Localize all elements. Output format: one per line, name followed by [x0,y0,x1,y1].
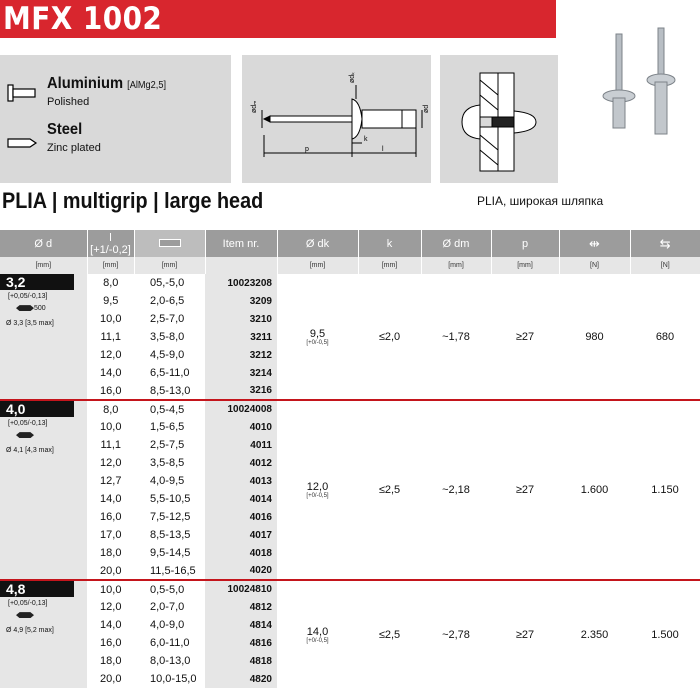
length-value: 20,0 [100,564,122,577]
grip-range-value: 10,0-15,0 [150,673,197,685]
units-row: [mm] [mm] [mm] [mm] [mm] [mm] [mm] [N] [N] [0,257,700,274]
grip-range-value: 2,5-7,5 [150,439,185,451]
head-height: ≤2,5 [358,580,421,688]
grip-range-value: 7,5-12,5 [150,511,191,523]
table-row [0,400,700,418]
grip-range-value: 8,0-13,0 [150,655,191,667]
rivet-product-photo [596,22,700,140]
length-value: 10,0 [87,580,134,598]
material-name-steel: Steel [47,121,83,138]
diameter-value: 4,8 [0,581,74,597]
grip-range-value: 0,5-4,5 [134,400,205,418]
item-number: 4818 [205,652,277,670]
col-dk: Ø dk [277,230,358,257]
head-diameter-value: 14,0 [306,625,329,638]
head-diameter-tolerance: [+0/-0,5] [306,637,329,644]
grip-range-value: 0,5-5,0 [134,580,205,598]
product-subtitle: PLIA | multigrip | large head [2,188,264,213]
diameter-tolerance: [+0,05/-0,13] [8,293,48,300]
grip-range-value: 3,5-8,0 [150,331,185,343]
col-shear [559,230,630,257]
diameter-value: 4,0 [0,401,74,417]
table-body [0,274,700,688]
item-number: 4014 [205,490,277,508]
diameter-value: 3,2 [0,274,74,290]
length-value: 11,1 [100,439,122,451]
drill-bit-icon [16,612,34,618]
tensile-force-icon: ⇆ [659,235,671,251]
item-number: 3211 [205,328,277,346]
item-number: 4018 [205,544,277,562]
hole-diameter: Ø 3,3 [3,5 max] [6,320,54,327]
grip-range-value: 5,5-10,5 [150,493,191,505]
diameter-cell [0,400,87,580]
hole-diameter: Ø 4,1 [4,3 max] [6,447,54,454]
length-value: 9,5 [103,295,119,307]
drill-pack: 500 [34,305,46,312]
item-number: 4012 [205,454,277,472]
head-height: ≤2,0 [378,330,401,343]
aluminium-rivet-icon [6,83,38,108]
grip-range-value: 2,0-6,5 [150,295,185,307]
installed-rivet-drawing [440,55,558,183]
item-number: 10024810 [205,580,277,598]
label-p: p [305,146,309,153]
length-value: 11,1 [100,331,122,343]
material-name-aluminium: Aluminium [AlMg2,5] [47,75,167,92]
grip-range-value: 2,0-7,0 [150,601,185,613]
mandrel-protrusion: ≥27 [515,330,535,343]
mandrel-protrusion: ≥27 [491,400,559,580]
materials-panel [0,55,231,183]
drill-bit-row [0,432,87,442]
label-dk: ødₖ [349,71,356,83]
length-value: 14,0 [100,619,122,631]
diameter-tolerance: [+0,05/-0,13] [8,600,48,607]
mandrel-diameter: ~2,78 [421,580,491,688]
col-tensile [630,230,700,257]
item-number: 4013 [205,472,277,490]
col-d: Ø d [0,230,87,257]
shear-strength: 980 [585,330,604,343]
item-number: 4020 [205,562,277,580]
col-grip-range [134,230,205,257]
col-l [87,230,134,257]
length-value: 20,0 [100,673,122,685]
grip-range-value: 05,-5,0 [150,277,185,289]
steel-mandrel-icon [6,135,38,156]
length-value: 12,7 [100,475,122,487]
label-l: l [382,146,384,153]
product-table [0,230,700,688]
grip-range-value: 2,5-7,0 [150,313,185,325]
length-value: 12,0 [100,457,122,469]
tensile-strength: 1.500 [630,580,700,688]
item-number: 3210 [205,310,277,328]
col-dm: Ø dm [421,230,491,257]
length-value: 10,0 [100,421,122,433]
grip-range-value: 3,5-8,5 [150,457,185,469]
head-height: ≤2,5 [358,400,421,580]
grip-range-value: 9,5-14,5 [150,547,191,559]
diameter-tolerance: [+0,05/-0,13] [8,420,48,427]
item-number: 4820 [205,670,277,688]
head-diameter-value: 9,5 [309,327,326,340]
item-number: 4816 [205,634,277,652]
grip-range-value: 4,0-9,0 [150,619,185,631]
col-k: k [358,230,421,257]
length-value: 18,0 [100,547,122,559]
length-value: 18,0 [100,655,122,667]
shear-strength: 1.600 [559,400,630,580]
col-item-nr: Item nr. [205,230,277,257]
table-header-row [0,230,700,257]
head-diameter [277,400,358,580]
grip-range-value: 4,5-9,0 [150,349,185,361]
item-number: 4011 [205,436,277,454]
length-value: 12,0 [100,349,122,361]
item-number: 3216 [205,382,277,400]
item-number: 10023208 [205,274,277,292]
drill-bit-row [0,305,87,315]
item-number: 4814 [205,616,277,634]
item-number: 4016 [205,508,277,526]
tensile-strength: 1.150 [630,400,700,580]
grip-range-value: 6,5-11,0 [150,367,190,379]
length-value: 8,0 [103,277,119,289]
label-k: k [364,136,368,143]
label-dm: ødₘ [251,100,258,113]
item-number: 3214 [205,364,277,382]
length-value: 17,0 [100,529,122,541]
length-value: 16,0 [100,637,122,649]
col-p: p [491,230,559,257]
label-d: ød [423,104,430,113]
head-diameter-tolerance: [+0/-0,5] [306,339,329,346]
head-diameter [277,274,358,400]
page-title: MFX 1002 [3,1,163,37]
length-value: 16,0 [100,511,122,523]
material-finish-aluminium: Polished [47,96,90,108]
table-row [0,580,700,598]
head-diameter-value: 12,0 [306,481,329,493]
item-number: 10024008 [205,400,277,418]
length-value: 16,0 [100,384,122,397]
grip-range-value: 6,0-11,0 [150,637,190,649]
item-number: 3209 [205,292,277,310]
length-value: 10,0 [100,313,122,325]
diameter-cell [0,274,87,400]
shear-force-icon: ⇹ [589,235,600,251]
drill-bit-row [0,612,87,622]
item-number: 4017 [205,526,277,544]
item-number: 4010 [205,418,277,436]
length-value: 12,0 [100,601,122,613]
mandrel-protrusion: ≥27 [491,580,559,688]
grip-range-value: 1,5-6,5 [150,421,185,433]
tensile-strength: 680 [655,330,675,343]
head-diameter [277,580,358,688]
grip-range-value: 8,5-13,0 [150,384,191,397]
product-subtitle-ru: PLIA, широкая шляпка [477,194,604,208]
table-row [0,274,700,292]
mandrel-diameter: ~2,18 [421,400,491,580]
drill-bit-icon [16,305,34,311]
rivet-dimension-drawing [242,55,431,183]
mandrel-diameter: ~1,78 [442,330,470,343]
diameter-cell [0,580,87,688]
item-number: 4812 [205,598,277,616]
grip-range-value: 8,5-13,5 [150,529,191,541]
grip-range-value: 4,0-9,5 [150,475,185,487]
length-value: 14,0 [100,493,122,505]
length-value: 14,0 [100,367,122,379]
col-l-label: l [+1/-0,2] [90,231,131,256]
grip-range-icon [159,239,181,247]
grip-range-value: 11,5-16,5 [150,564,196,577]
drill-bit-icon [16,432,34,438]
hole-diameter: Ø 4,9 [5,2 max] [6,627,54,634]
material-finish-steel: Zinc plated [47,142,101,154]
title-bar [0,0,556,38]
head-diameter-tolerance: [+0/-0,5] [306,493,329,499]
length-value: 8,0 [87,400,134,418]
item-number: 3212 [205,346,277,364]
shear-strength: 2.350 [559,580,630,688]
